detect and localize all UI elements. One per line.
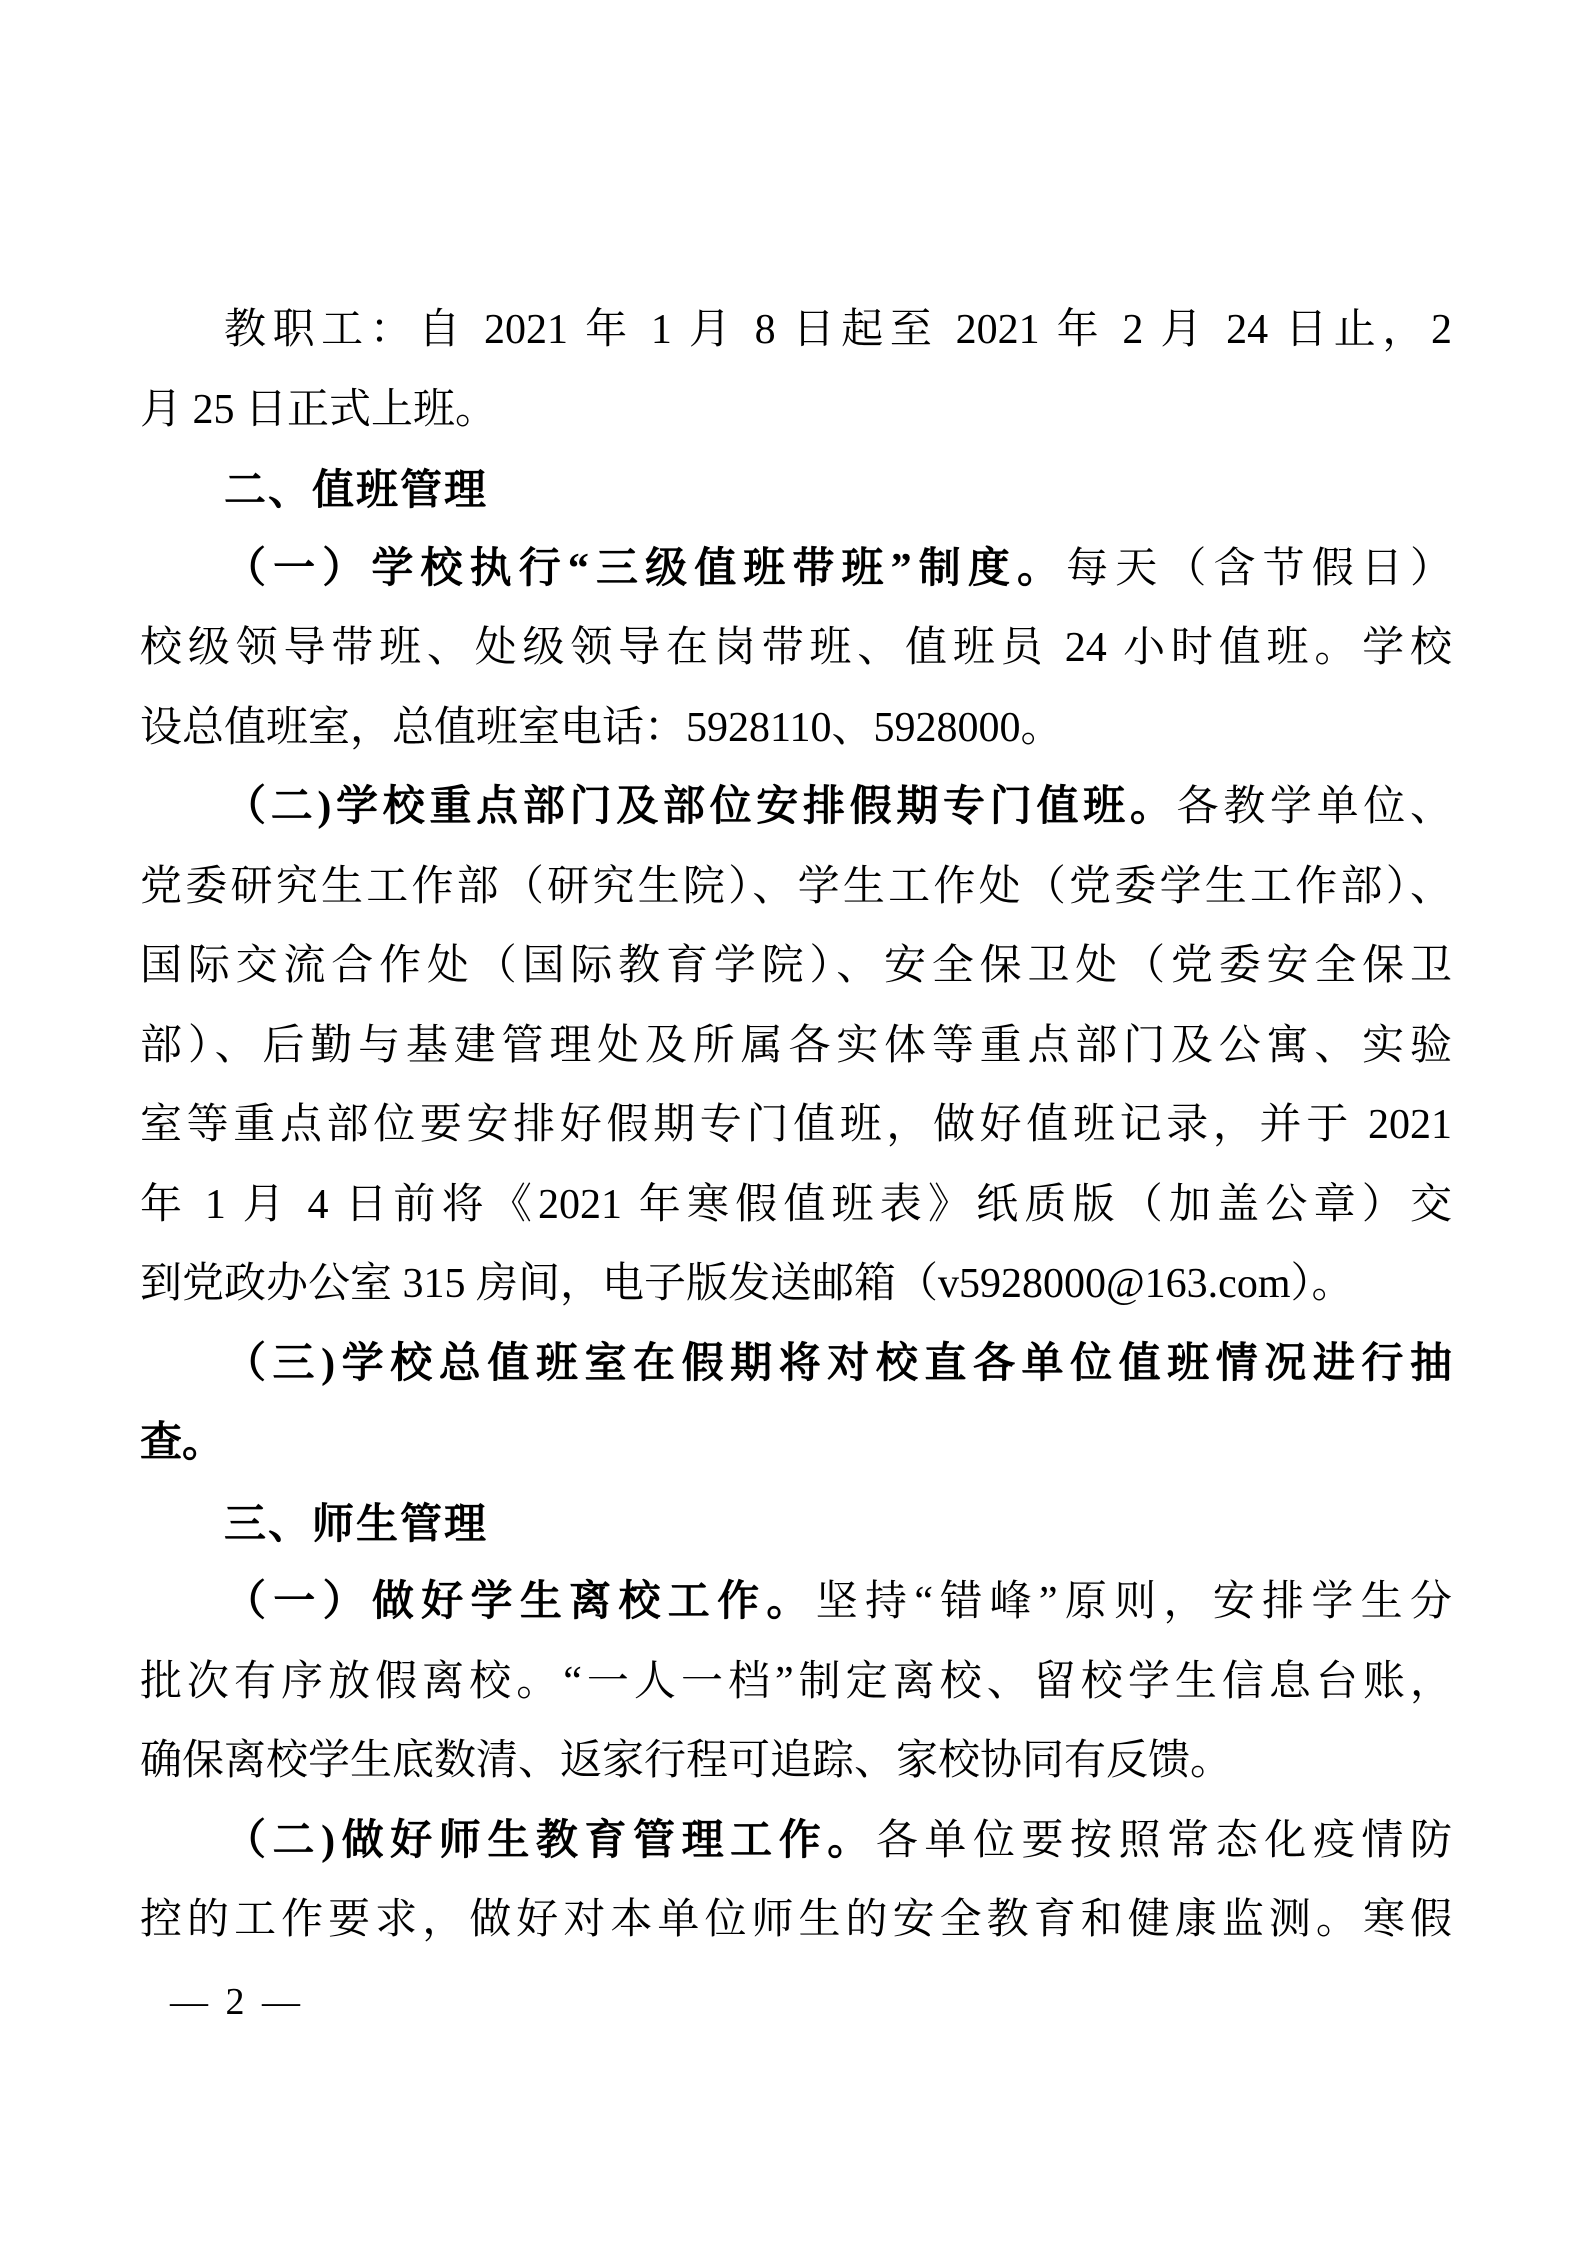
text-run: 到党政办公室 315 房间，电子版发送邮箱（v5928000@163.com）。 <box>140 1261 1354 1307</box>
text-run-bold: （二)学校重点部门及部位安排假期专门值班。 <box>224 784 1177 830</box>
text-line <box>140 1245 1452 1325</box>
text-run: 月 25 日正式上班。 <box>140 386 498 433</box>
text-line <box>140 530 1452 610</box>
text-line <box>140 1166 1452 1246</box>
text-run: 每天（含节假日） <box>1066 545 1452 592</box>
text-line <box>140 1007 1452 1087</box>
text-run: 年 1 月 4 日前将《2021 年寒假值班表》纸质版（加盖公章）交 <box>140 1181 1452 1228</box>
text-line <box>140 1722 1452 1802</box>
text-run: 教职工：自 2021 年 1 月 8 日起至 2021 年 2 月 24 日止，2 <box>224 307 1452 353</box>
text-run: 各教学单位、 <box>1176 784 1452 830</box>
text-line <box>140 1325 1452 1405</box>
text-run-bold: （三)学校总值班室在假期将对校直各单位值班情况进行抽 <box>224 1340 1452 1387</box>
text-line <box>140 371 1452 451</box>
text-line <box>140 1643 1452 1723</box>
text-line <box>140 927 1452 1007</box>
text-run-bold: （一）做好学生离校工作。 <box>224 1579 816 1625</box>
text-run: 设总值班室，总值班室电话：5928110、5928000。 <box>140 704 1063 751</box>
text-run: 校级领导带班、处级领导在岗带班、值班员 24 小时值班。学校 <box>140 625 1452 671</box>
text-run: 批次有序放假离校。“一人一档”制定离校、留校学生信息台账， <box>140 1658 1452 1705</box>
document-body <box>140 291 1452 1961</box>
text-line <box>140 848 1452 928</box>
text-run: 党委研究生工作部（研究生院）、学生工作处（党委学生工作部）、 <box>140 863 1452 910</box>
text-line <box>140 291 1452 371</box>
text-line <box>140 689 1452 769</box>
text-run: 控的工作要求，做好对本单位师生的安全教育和健康监测。寒假 <box>140 1897 1452 1943</box>
heading-text: 二、值班管理 <box>224 466 489 513</box>
text-run-bold: （一）学校执行“三级值班带班”制度。 <box>224 545 1067 592</box>
text-line <box>140 1802 1452 1882</box>
text-run-bold: （二)做好师生教育管理工作。 <box>224 1817 876 1864</box>
text-line <box>140 1404 1452 1484</box>
text-run: 确保离校学生底数清、返家行程可追踪、家校协同有反馈。 <box>140 1738 1233 1784</box>
heading-text: 三、师生管理 <box>224 1499 489 1547</box>
text-run: 各单位要按照常态化疫情防 <box>875 1817 1452 1864</box>
section-heading <box>140 1484 1452 1564</box>
text-run: 国际交流合作处（国际教育学院）、安全保卫处（党委安全保卫 <box>140 943 1452 989</box>
section-heading <box>140 450 1452 530</box>
text-line <box>140 768 1452 848</box>
text-run-bold: 查。 <box>140 1420 225 1466</box>
text-line <box>140 609 1452 689</box>
text-run: 坚持“错峰”原则，安排学生分 <box>815 1579 1452 1625</box>
page-number: — 2 — <box>170 1981 304 2023</box>
text-line <box>140 1881 1452 1961</box>
text-line <box>140 1086 1452 1166</box>
text-line <box>140 1563 1452 1643</box>
text-run: 部）、后勤与基建管理处及所属各实体等重点部门及公寓、实验 <box>140 1022 1452 1069</box>
text-run: 室等重点部位要安排好假期专门值班，做好值班记录，并于 2021 <box>140 1102 1452 1148</box>
